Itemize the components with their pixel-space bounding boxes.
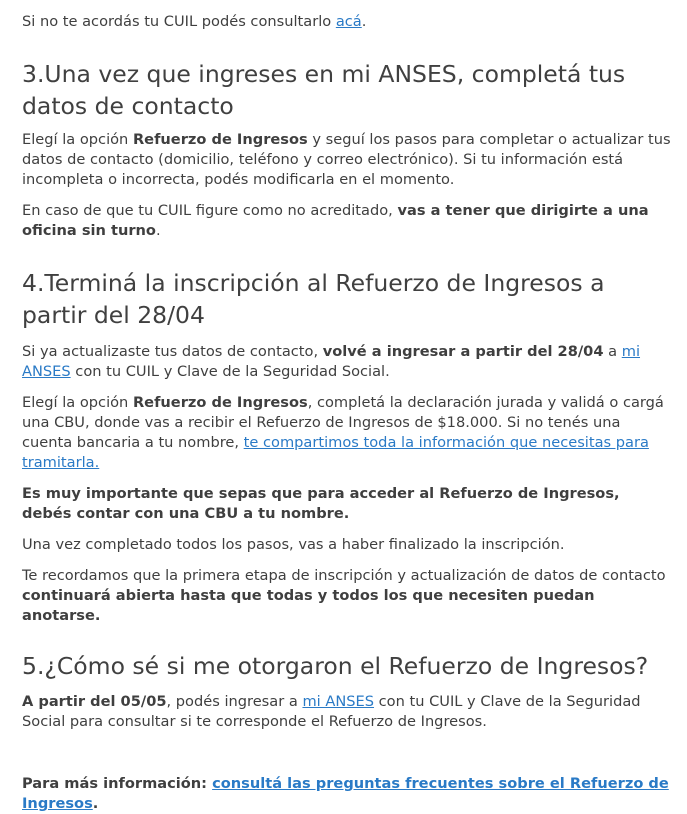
step3-heading: 3.Una vez que ingreses en mi ANSES, completá tus datos de contacto: [22, 60, 626, 120]
bold-text: .: [92, 795, 99, 812]
intro-text: Si no te acordás tu CUIL podés consultarlo: [22, 13, 336, 30]
step4-paragraph-4: Una vez completado todos los pasos, vas a haber finalizado la inscripción.: [22, 536, 565, 553]
step4-paragraph-2: [22, 393, 673, 473]
step5-paragraph-1: [22, 692, 673, 732]
step4-paragraph-5: [22, 566, 673, 626]
text: y seguí los pasos para completar o actualizar tus datos de contacto (domicilio, teléfono y correo electrónico). Si tu información está incompleta o incorrecta, podés modificarla en el momento.: [22, 131, 671, 188]
bold-text: Refuerzo de Ingresos: [132, 394, 308, 411]
text: Te recordamos que la primera etapa de inscripción y actualización de datos de contacto: [22, 567, 666, 584]
step4-heading: 4.Terminá la inscripción al Refuerzo de Ingresos a partir del 28/04: [22, 269, 605, 329]
step3-paragraph-2: [22, 201, 673, 241]
bold-text: volvé a ingresar a partir del 28/04: [322, 343, 604, 360]
mi-anses-link[interactable]: mi ANSES: [22, 343, 641, 380]
text: Elegí la opción: [22, 131, 133, 148]
text: con tu CUIL y Clave de la Seguridad Social para consultar si te corresponde el Refuerzo de Ingresos.: [22, 693, 641, 730]
intro-end: .: [361, 13, 367, 30]
text: En caso de que tu CUIL figure como no acreditado,: [22, 202, 398, 219]
step3-paragraph-1: [22, 130, 673, 190]
more-info-paragraph: [22, 774, 673, 814]
intro-paragraph: [22, 12, 673, 32]
bold-text: Es muy importante que sepas que para acceder al Refuerzo de Ingresos, debés contar con una CBU a tu nombre.: [22, 485, 620, 522]
faq-link[interactable]: consultá las preguntas frecuentes sobre el Refuerzo de Ingresos: [22, 775, 669, 812]
bold-text: continuará abierta hasta que todas y todos los que necesiten puedan anotarse.: [22, 587, 595, 624]
bold-text: Refuerzo de Ingresos: [132, 131, 308, 148]
text: con tu CUIL y Clave de la Seguridad Social.: [70, 363, 390, 380]
mi-anses-link[interactable]: mi ANSES: [302, 693, 375, 710]
text: , podés ingresar a: [166, 693, 303, 710]
text: .: [155, 222, 161, 239]
bold-text: vas a tener que dirigirte a una oficina sin turno: [22, 202, 649, 239]
text: Elegí la opción: [22, 394, 133, 411]
text: a: [603, 343, 622, 360]
step5-heading: 5.¿Cómo sé si me otorgaron el Refuerzo de Ingresos?: [22, 652, 649, 680]
text: Si ya actualizaste tus datos de contacto,: [22, 343, 323, 360]
step4-paragraph-1: [22, 342, 673, 382]
bank-account-info-link[interactable]: te compartimos toda la información que necesitas para tramitarla.: [22, 434, 649, 471]
bold-text: Para más información:: [22, 775, 213, 792]
text: , completá la declaración jurada y validá o cargá una CBU, donde vas a recibir el Refuerzo de Ingresos de $18.000. Si no tenés una cuenta bancaria a tu nombre,: [22, 394, 664, 451]
step4-paragraph-3: [22, 484, 673, 524]
bold-text: A partir del 05/05: [22, 693, 167, 710]
article-content: [0, 12, 687, 814]
cuil-lookup-link[interactable]: acá: [335, 13, 362, 30]
